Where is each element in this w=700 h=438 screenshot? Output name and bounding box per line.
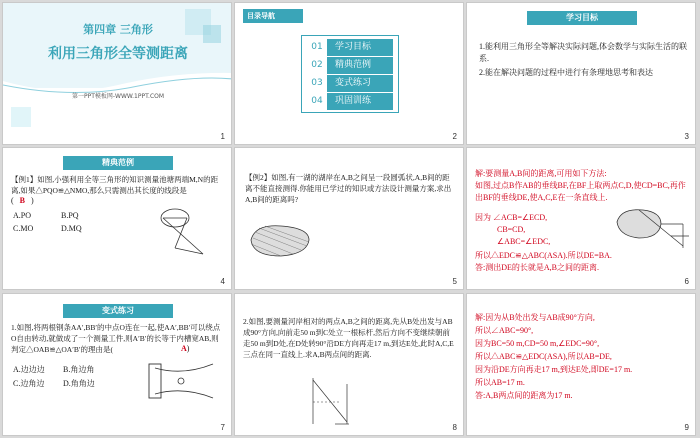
option-b: B.PQ	[61, 211, 79, 220]
slide-number: 9	[684, 423, 689, 432]
option-d: D.角角边	[63, 379, 95, 388]
solution-line-2: 所以∠ABC=90°,	[475, 326, 534, 335]
slide-7[interactable]	[2, 293, 232, 436]
option-d: D.MQ	[61, 224, 82, 233]
slide-number: 3	[684, 132, 689, 141]
toc-header-label: 目录导航	[247, 12, 275, 20]
solution-line-6: 所以AB=17 m.	[475, 378, 525, 387]
slide-2[interactable]	[234, 2, 464, 145]
toc-item-examples[interactable]	[307, 57, 393, 74]
river-figure	[305, 374, 355, 430]
slide-number: 7	[220, 423, 225, 432]
option-a: A.PO	[13, 211, 32, 220]
toc-item-label: 巩固训练	[327, 93, 393, 110]
chapter-label: 第四章 三角形	[83, 23, 153, 36]
solution-line-3: 因为BC=50 m,CD=50 m,∠EDC=90°,	[475, 339, 600, 348]
option-c: C.边角边	[13, 379, 45, 388]
option-a: A.边边边	[13, 365, 45, 374]
toc-item-variants[interactable]	[307, 75, 393, 92]
solution-line-3: 因为 ∠ACB=∠ECD,	[475, 213, 548, 222]
slide-6[interactable]	[466, 147, 696, 290]
section-header: 学习目标	[527, 11, 637, 25]
toc-item-label: 变式练习	[327, 75, 393, 92]
solution-line-4: CB=CD,	[497, 225, 526, 234]
toc-item-label: 精典范例	[327, 57, 393, 74]
toc-item-number: 01	[311, 42, 323, 52]
solution-line-6: 所以△EDC≌△ABC(ASA).所以DE=BA.	[475, 251, 612, 260]
answer-bracket: ( B )	[11, 196, 34, 205]
slide-number: 5	[452, 277, 457, 286]
solution-line-5: 因为沿DE方向再走17 m,到达E处,即DE=17 m.	[475, 365, 633, 374]
option-c: C.MO	[13, 224, 34, 233]
slide-number: 4	[220, 277, 225, 286]
solution-line-7: 答:A,B两点间的距离为17 m.	[475, 391, 573, 400]
pond-triangle-figure	[153, 200, 213, 260]
slide-1[interactable]	[2, 2, 232, 145]
solution-line-1: 解:要测量A,B间的距离,可用如下方法:	[475, 169, 607, 178]
example-2-text: 【例2】如图,有一湖的湖岸在A,B之间呈一段圆弧状,A,B间的距离不能直接测得.你能用已学过的知识或方法设计测量方案,求出A,B间的距离吗?	[245, 173, 452, 204]
measuring-tool-figure	[143, 356, 223, 406]
example-question: 【例1】如图,小强利用全等三角形的知识测量池塘两端M,N的距离,如果△PQO≌△NMO,那么只需测出其长度的线段是	[11, 175, 219, 195]
goal-line-1: 1.能利用三角形全等解决实际问题,体会数学与实际生活的联系.	[479, 42, 687, 63]
toc-item-number: 03	[311, 78, 323, 88]
section-header: 变式练习	[63, 304, 173, 318]
answer-bracket: A)	[181, 344, 190, 353]
solution-line-1: 解:因为从B处出发与AB成90°方向,	[475, 313, 595, 322]
answer-value: B	[19, 196, 26, 205]
toc-item-review[interactable]	[307, 93, 393, 110]
section-header: 精典范例	[63, 156, 173, 170]
toc-item-number: 04	[311, 96, 323, 106]
slide-number: 8	[452, 423, 457, 432]
slide-number: 6	[684, 277, 689, 286]
lake-measure-figure	[613, 206, 693, 250]
slide-title: 利用三角形全等测距离	[48, 46, 188, 62]
solution-line-4: 所以△ABC≌△EDC(ASA),所以AB=DE,	[475, 352, 612, 361]
solution-line-7: 答:测出DE的长就是A,B之间的距离.	[475, 263, 599, 272]
slide-4[interactable]	[2, 147, 232, 290]
slide-5[interactable]	[234, 147, 464, 290]
lake-figure	[245, 220, 315, 260]
toc-item-learning-goals[interactable]	[307, 39, 393, 56]
slide-number: 1	[220, 132, 225, 141]
slide-3[interactable]	[466, 2, 696, 145]
toc-item-label: 学习目标	[327, 39, 393, 56]
option-b: B.角边角	[63, 365, 95, 374]
subtitle: 第一PPT模板网-WWW.1PPT.COM	[71, 93, 165, 100]
answer-value: A	[181, 344, 187, 353]
solution-line-5: ∠ABC=∠EDC,	[497, 237, 551, 246]
slide-number: 2	[452, 132, 457, 141]
practice-2-text: 2.如图,要测量河岸相对的两点A,B之间的距离,先从B处出发与AB成90°方向,向前走50 m到C处立一根标杆,然后方向不变继续朝前走50 m到D处,在D处转90°沿DE方向再走17 m,到达E处,此时A,C,E三点在同一直线上.求A,B两点间的距离.	[243, 317, 454, 359]
slide-8[interactable]	[234, 293, 464, 436]
solution-line-2: 如图,过点B作AB的垂线BF,在BF上取两点C,D,使CD=BC,再作出BF的垂线DE,使A,C,E在一条直线上.	[475, 181, 686, 202]
slide-9[interactable]	[466, 293, 696, 436]
toc-item-number: 02	[311, 60, 323, 70]
practice-question: 1.如图,将两根钢条AA′,BB′的中点O连在一起,使AA′,BB′可以绕点O自由转动,就做成了一个测量工件,则A′B′的长等于内槽宽AB,则判定△OAB≌△OA′B′的理由是(	[11, 323, 221, 354]
goal-line-2: 2.能在解决问题的过程中进行有条理地思考和表达	[479, 68, 653, 77]
